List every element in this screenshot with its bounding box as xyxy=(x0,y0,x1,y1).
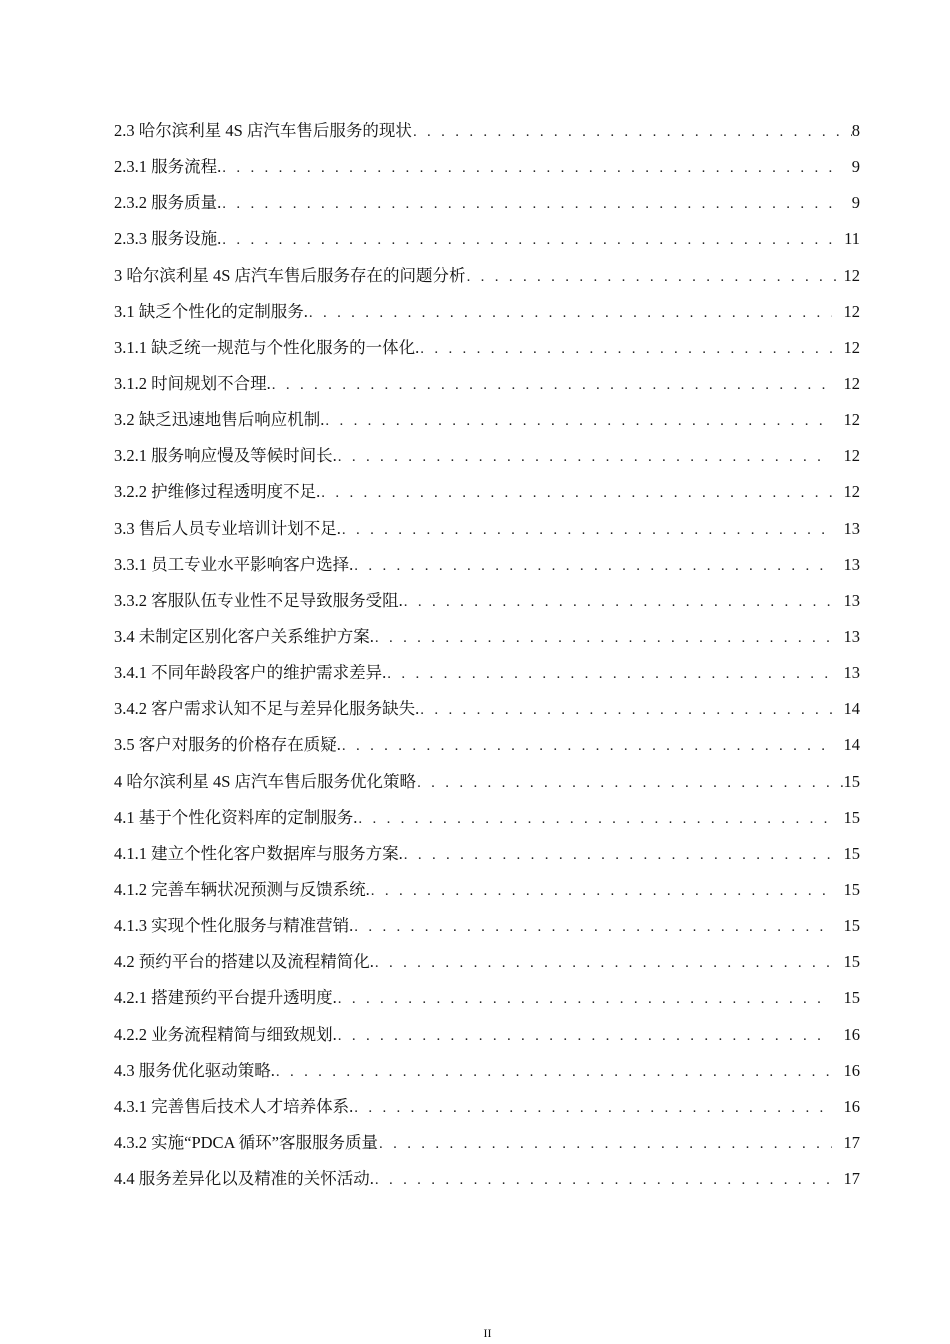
toc-entry[interactable] xyxy=(114,547,860,583)
toc-entry-page: 13 xyxy=(843,518,860,538)
toc-entry-title: 4.2.2 业务流程精简与细致规划. xyxy=(114,1024,337,1044)
toc-entry-title: 3.1.1 缺乏统一规范与个性化服务的一体化. xyxy=(114,337,420,357)
toc-entry-title: 4.3 服务优化驱动策略. xyxy=(114,1060,275,1080)
toc-dot-leader xyxy=(379,1126,832,1162)
toc-entry-page: 15 xyxy=(843,807,860,827)
toc-entry-page: 15 xyxy=(843,771,860,791)
toc-dot-leader xyxy=(375,1162,832,1198)
toc-dot-leader xyxy=(420,692,832,728)
toc-entry[interactable] xyxy=(114,511,860,547)
toc-dot-leader xyxy=(413,114,852,150)
toc-entry[interactable] xyxy=(114,402,860,438)
toc-entry-page: 13 xyxy=(843,590,860,610)
toc-entry[interactable] xyxy=(114,149,860,185)
toc-entry-page: 15 xyxy=(843,916,860,936)
toc-entry[interactable] xyxy=(114,438,860,474)
toc-entry-page: 9 xyxy=(851,193,860,213)
toc-entry-page: 14 xyxy=(843,735,860,755)
toc-dot-leader xyxy=(321,475,832,511)
table-of-contents xyxy=(114,113,860,1197)
toc-entry-title: 2.3.1 服务流程. xyxy=(114,157,222,177)
toc-entry-title: 2.3.3 服务设施. xyxy=(114,229,222,249)
toc-entry[interactable] xyxy=(114,330,860,366)
toc-entry-page: 12 xyxy=(843,410,860,430)
toc-entry[interactable] xyxy=(114,366,860,402)
toc-entry[interactable] xyxy=(114,185,860,221)
toc-entry-title: 4.1.2 完善车辆状况预测与反馈系统. xyxy=(114,879,370,899)
toc-entry-title: 4.1.3 实现个性化服务与精准营销. xyxy=(114,916,354,936)
toc-entry-title: 4.3.1 完善售后技术人才培养体系. xyxy=(114,1096,354,1116)
toc-entry-page: 12 xyxy=(843,373,860,393)
toc-entry-title: 3.2.2 护维修过程透明度不足. xyxy=(114,482,321,502)
toc-entry-page: 16 xyxy=(843,1024,860,1044)
toc-entry-title: 3.2 缺乏迅速地售后响应机制. xyxy=(114,410,325,430)
toc-entry[interactable] xyxy=(114,764,860,800)
toc-entry-page: 15 xyxy=(843,988,860,1008)
toc-entry[interactable] xyxy=(114,1161,860,1197)
toc-dot-leader xyxy=(375,945,832,981)
toc-dot-leader xyxy=(272,367,832,403)
toc-entry-title: 3.3 售后人员专业培训计划不足. xyxy=(114,518,341,538)
toc-entry-page: 13 xyxy=(843,663,860,683)
toc-entry[interactable] xyxy=(114,1089,860,1125)
toc-entry[interactable] xyxy=(114,691,860,727)
toc-entry-title: 3.3.1 员工专业水平影响客户选择. xyxy=(114,554,354,574)
toc-entry-page: 17 xyxy=(843,1132,860,1152)
toc-entry-title: 4.1 基于个性化资料库的定制服务. xyxy=(114,807,358,827)
toc-entry-title: 3.1 缺乏个性化的定制服务. xyxy=(114,301,308,321)
toc-dot-leader xyxy=(276,1054,832,1090)
toc-entry[interactable] xyxy=(114,980,860,1016)
toc-entry[interactable] xyxy=(114,944,860,980)
toc-entry-page: 12 xyxy=(843,337,860,357)
toc-dot-leader xyxy=(420,331,832,367)
toc-entry-page: 15 xyxy=(843,952,860,972)
toc-entry-title: 3 哈尔滨利星 4S 店汽车售后服务存在的问题分析 xyxy=(114,265,466,285)
toc-entry-page: 9 xyxy=(851,157,860,177)
toc-entry[interactable] xyxy=(114,1017,860,1053)
toc-dot-leader xyxy=(404,837,832,873)
toc-entry-page: 12 xyxy=(843,265,860,285)
toc-entry-title: 4.3.2 实施“PDCA 循环”客服服务质量 xyxy=(114,1132,378,1152)
toc-dot-leader xyxy=(338,439,832,475)
toc-entry-page: 12 xyxy=(843,446,860,466)
toc-dot-leader xyxy=(358,801,832,837)
toc-dot-leader xyxy=(309,295,832,331)
toc-entry-page: 15 xyxy=(843,879,860,899)
toc-dot-leader xyxy=(222,150,832,186)
toc-entry[interactable] xyxy=(114,294,860,330)
toc-entry-page: 13 xyxy=(843,626,860,646)
toc-dot-leader xyxy=(342,512,832,548)
toc-entry-title: 4 哈尔滨利星 4S 店汽车售后服务优化策略 xyxy=(114,771,417,791)
toc-dot-leader xyxy=(371,873,832,909)
toc-entry-page: 8 xyxy=(851,121,860,140)
toc-dot-leader xyxy=(338,981,832,1017)
toc-dot-leader xyxy=(354,909,832,945)
toc-entry-title: 3.2.1 服务响应慢及等候时间长. xyxy=(114,446,337,466)
toc-entry[interactable] xyxy=(114,113,860,149)
toc-dot-leader xyxy=(375,620,832,656)
toc-entry[interactable] xyxy=(114,800,860,836)
toc-dot-leader xyxy=(417,765,843,801)
toc-dot-leader xyxy=(222,222,832,258)
toc-dot-leader xyxy=(338,1018,832,1054)
toc-entry-page: 16 xyxy=(843,1096,860,1116)
toc-entry-page: 17 xyxy=(843,1169,860,1189)
toc-entry-page: 16 xyxy=(843,1060,860,1080)
toc-entry[interactable] xyxy=(114,872,860,908)
toc-entry-title: 4.4 服务差异化以及精准的关怀活动. xyxy=(114,1169,374,1189)
toc-dot-leader xyxy=(467,259,844,295)
toc-entry-page: 14 xyxy=(843,699,860,719)
toc-entry-title: 3.4.2 客户需求认知不足与差异化服务缺失. xyxy=(114,699,420,719)
toc-dot-leader xyxy=(342,728,832,764)
toc-entry[interactable] xyxy=(114,1053,860,1089)
toc-entry[interactable] xyxy=(114,474,860,510)
toc-entry-title: 4.2 预约平台的搭建以及流程精简化. xyxy=(114,952,374,972)
toc-dot-leader xyxy=(325,403,832,439)
toc-entry-page: 12 xyxy=(843,482,860,502)
toc-entry-title: 2.3.2 服务质量. xyxy=(114,193,222,213)
toc-dot-leader xyxy=(354,1090,832,1126)
toc-entry-page: 11 xyxy=(844,229,860,249)
toc-entry[interactable] xyxy=(114,619,860,655)
toc-entry[interactable] xyxy=(114,1125,860,1161)
toc-entry[interactable] xyxy=(114,221,860,257)
toc-entry[interactable] xyxy=(114,583,860,619)
toc-entry[interactable] xyxy=(114,908,860,944)
toc-entry-title: 4.2.1 搭建预约平台提升透明度. xyxy=(114,988,337,1008)
toc-dot-leader xyxy=(404,584,832,620)
toc-dot-leader xyxy=(222,186,832,222)
toc-dot-leader xyxy=(387,656,832,692)
toc-dot-leader xyxy=(354,548,832,584)
toc-entry-page: 13 xyxy=(843,554,860,574)
page-number: II xyxy=(483,1326,492,1340)
toc-entry-page: 15 xyxy=(843,843,860,863)
toc-entry-title: 3.4.1 不同年龄段客户的维护需求差异. xyxy=(114,663,387,683)
toc-entry-title: 3.1.2 时间规划不合理. xyxy=(114,373,271,393)
toc-entry[interactable] xyxy=(114,258,860,294)
toc-entry[interactable] xyxy=(114,836,860,872)
toc-entry-title: 3.5 客户对服务的价格存在质疑. xyxy=(114,735,341,755)
toc-entry[interactable] xyxy=(114,727,860,763)
toc-entry-title: 4.1.1 建立个性化客户数据库与服务方案. xyxy=(114,843,403,863)
toc-entry-title: 3.4 未制定区别化客户关系维护方案. xyxy=(114,626,374,646)
toc-entry-page: 12 xyxy=(843,301,860,321)
toc-entry-title: 2.3 哈尔滨利星 4S 店汽车售后服务的现状 xyxy=(114,121,412,140)
toc-entry-title: 3.3.2 客服队伍专业性不足导致服务受阻. xyxy=(114,590,403,610)
toc-entry[interactable] xyxy=(114,655,860,691)
